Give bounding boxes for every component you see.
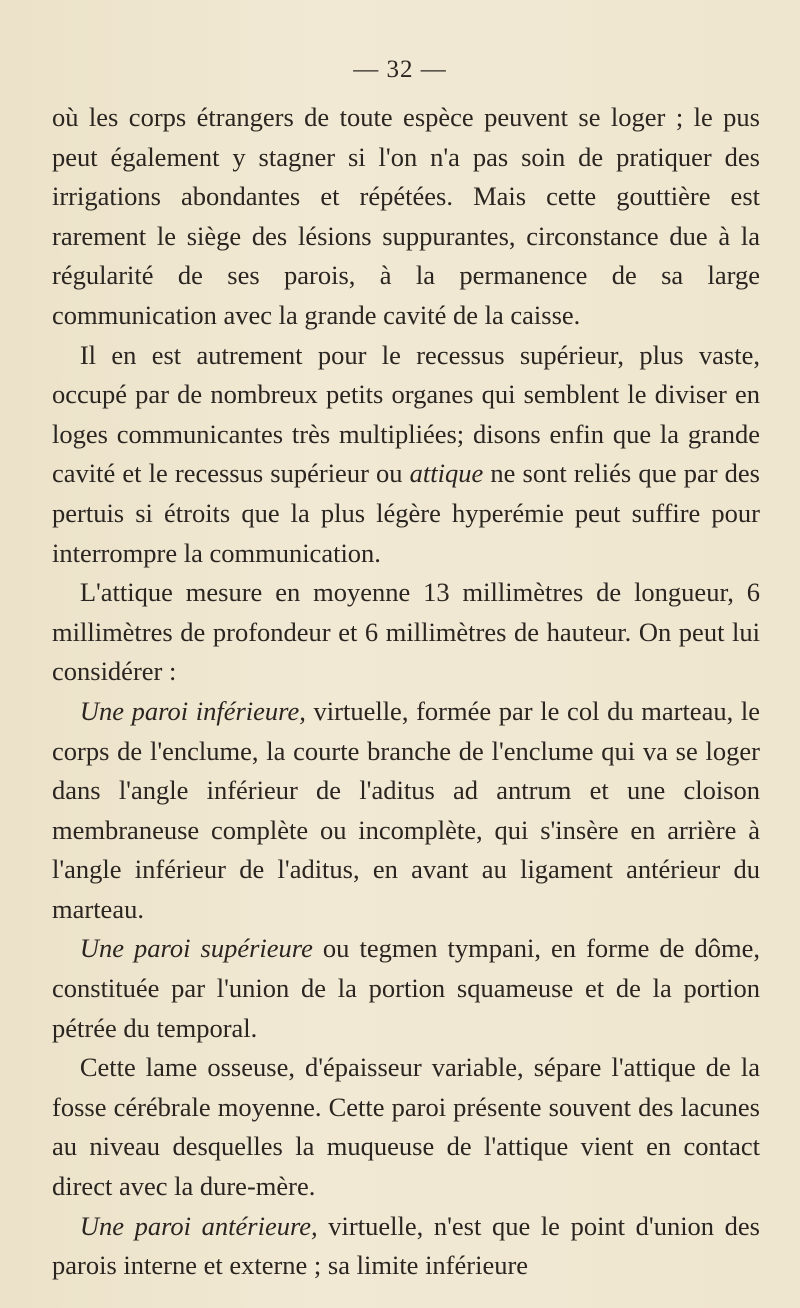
paragraph-5 [52, 929, 760, 1048]
paragraph-2 [52, 336, 760, 574]
paragraph-7-text: virtuelle, n'est que le point d'union des parois interne et externe ; sa limite inférieure [52, 1210, 760, 1281]
paragraph-4-text: virtuelle, formée par le col du marteau, le corps de l'enclume, la courte branche de l'enclume qui va se loger dans l'angle inférieur de l'aditus ad antrum et une cloison membraneuse complète ou incomplète, qui s'insère en arrière à l'angle inférieur de l'aditus, en avant au ligament antérieur du marteau. [52, 695, 760, 924]
page-number: — 32 — [353, 56, 447, 83]
paragraph-5-italic: Une paroi supérieure [79, 933, 313, 964]
paragraph-7 [52, 1207, 760, 1286]
paragraph-5-text: ou tegmen tympani, en forme de dôme, constituée par l'union de la portion squameuse et de la portion pétrée du temporal. [52, 933, 760, 1043]
paragraph-2-text-a: Il en est autrement pour le recessus supérieur, plus vaste, occupé par de nombreux petits organes qui semblent le diviser en loges communicantes très multipliées; disons enfin que la grande cavité et le recessus supérieur ou [52, 339, 760, 489]
paragraph-4 [52, 692, 760, 930]
paragraph-1 [52, 98, 760, 336]
paragraph-1-text: où les corps étrangers de toute espèce peuvent se loger ; le pus peut également y stagner si l'on n'a pas soin de pratiquer des irrigations abondantes et répétées. Mais cette gouttière est rarement le siège des lésions suppurantes, circonstance due à la régularité de ses parois, à la permanence de sa large communication avec la grande cavité de la caisse. [52, 102, 760, 330]
paragraph-6-text: Cette lame osseuse, d'épaisseur variable, sépare l'attique de la fosse cérébrale moyenne. Cette paroi présente souvent des lacunes au niveau desquelles la muqueuse de l'attique vient en contact direct avec la dure-mère. [52, 1052, 760, 1202]
paragraph-3 [52, 573, 760, 692]
paragraph-7-italic: Une paroi antérieure, [79, 1210, 318, 1241]
body-text [52, 98, 760, 1286]
paragraph-4-italic: Une paroi inférieure, [79, 695, 306, 726]
paragraph-2-italic: attique [409, 458, 484, 489]
paragraph-3-text: L'attique mesure en moyenne 13 millimètres de longueur, 6 millimètres de profondeur et 6 millimètres de hauteur. On peut lui considérer : [52, 577, 760, 687]
paragraph-6 [52, 1048, 760, 1206]
paragraph-2-text-b: ne sont reliés que par des pertuis si étroits que la plus légère hyperémie peut suffire pour interrompre la communication. [52, 458, 760, 568]
